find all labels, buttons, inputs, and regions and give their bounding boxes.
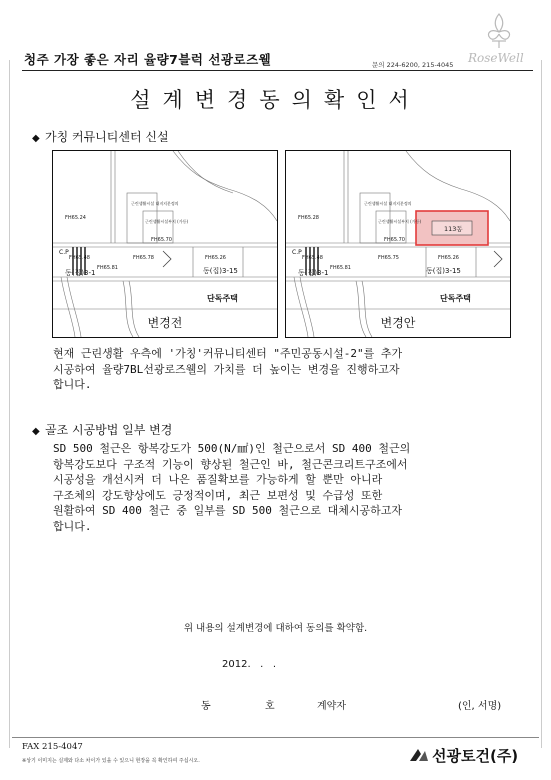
image-disclaimer: ※상기 이미지는 실제와 다소 차이가 있을 수 있으니 현장을 꼭 확인하여 주십시오. bbox=[22, 758, 200, 764]
figure-caption-before: 변경전 bbox=[147, 316, 183, 330]
contractor-label: 계약자 bbox=[317, 701, 346, 712]
site-plan-before bbox=[52, 150, 278, 338]
fh-label-3: FH65.81 bbox=[97, 265, 118, 271]
header-phone: 문의 224-6200, 215-4045 bbox=[372, 61, 454, 69]
fax-number: FAX 215-4047 bbox=[22, 742, 83, 752]
company-name: 선광토건(주) bbox=[432, 747, 519, 765]
fh-label-3: FH65.81 bbox=[330, 265, 351, 271]
consent-statement: 위 내용의 설계변경에 대하여 동의를 확약함. bbox=[183, 623, 368, 634]
fh-label-1: FH65.28 bbox=[298, 215, 319, 221]
building-113-label: 113동 bbox=[444, 225, 463, 233]
road-label-1: 동(집)3-1 bbox=[65, 269, 96, 277]
body-line: 합니다. bbox=[53, 519, 92, 533]
signature-field[interactable]: (인, 서명) bbox=[458, 701, 502, 712]
cp-label: C.P bbox=[292, 249, 302, 256]
footer-divider bbox=[12, 737, 539, 738]
diamond-bullet-icon: ◆ bbox=[32, 426, 40, 437]
logo-wordmark: RoseWell bbox=[468, 51, 524, 65]
left-border-line bbox=[9, 60, 10, 748]
building-label-2: 근린생활시설부지 (가등) bbox=[378, 219, 422, 224]
dong-label: 동 bbox=[201, 701, 211, 712]
header-tagline: 청주 가장 좋은 자리 율량7블럭 선광로즈웰 bbox=[24, 52, 272, 67]
date-field[interactable]: 2012. . . bbox=[222, 659, 277, 670]
section-2-heading bbox=[32, 421, 172, 438]
rosewell-emblem-icon bbox=[456, 8, 542, 70]
body-line: 현재 근린생활 우측에 '가칭'커뮤니티센터 "주민공동시설-2"를 추가 bbox=[53, 347, 403, 360]
section-1-heading-text: 가칭 커뮤니티센터 신설 bbox=[45, 130, 169, 144]
building-label-2: 근린생활시설부지 (가등) bbox=[145, 219, 189, 224]
house-label: 단독주택 bbox=[440, 294, 471, 303]
rosewell-logo bbox=[456, 8, 542, 70]
fh-label-5: FH65.26 bbox=[438, 255, 459, 261]
road-label-2: 동(집)3-15 bbox=[426, 267, 461, 275]
fh-label-5: FH65.26 bbox=[205, 255, 226, 261]
site-plan-before-drawing bbox=[53, 151, 277, 337]
cp-label: C.P bbox=[59, 249, 69, 256]
section-1-heading bbox=[32, 128, 169, 145]
fh-label-1: FH65.24 bbox=[65, 215, 86, 221]
fh-label-4: FH65.75 bbox=[378, 255, 399, 261]
body-line: 합니다. bbox=[53, 378, 92, 392]
body-line: 항복강도보다 구조적 기능이 향상된 철근인 바, 철근콘크리트구조에서 bbox=[53, 457, 408, 471]
road-label-1: 동(집)3-1 bbox=[298, 269, 329, 277]
fh-label-6: FH65.70 bbox=[384, 237, 405, 243]
section-2-body bbox=[53, 441, 514, 535]
figure-caption-after: 변경안 bbox=[380, 316, 416, 330]
house-label: 단독주택 bbox=[207, 294, 238, 303]
ho-label: 호 bbox=[265, 701, 275, 712]
diamond-bullet-icon: ◆ bbox=[32, 133, 40, 144]
body-line: 시공성을 개선시켜 더 나은 품질확보를 가능하게 할 뿐만 아니라 bbox=[53, 473, 383, 487]
site-plan-after bbox=[285, 150, 511, 338]
body-line: SD 500 철근은 항복강도가 500(N/㎟)인 철근으로서 SD 400 철근의 bbox=[53, 442, 411, 455]
body-line: 시공하여 율량7BL선광로즈웰의 가치를 더 높이는 변경을 진행하고자 bbox=[53, 362, 400, 376]
right-border-line bbox=[541, 60, 542, 748]
road-label-2: 동(집)3-15 bbox=[203, 267, 238, 275]
building-label-1: 근린생활시설 대지지분정의 bbox=[364, 201, 412, 206]
building-label-1: 근린생활시설 대지지분정의 bbox=[131, 201, 179, 206]
fh-label-2: FH65.48 bbox=[69, 255, 90, 261]
body-line: 원활하여 SD 400 철근 중 일부를 SD 500 철근으로 대체시공하고자 bbox=[53, 504, 402, 518]
section-2-heading-text: 골조 시공방법 일부 변경 bbox=[45, 423, 173, 437]
document-title: 설계변경동의확인서 bbox=[130, 88, 421, 112]
fh-label-6: FH65.70 bbox=[151, 237, 172, 243]
company-logo-icon bbox=[408, 745, 430, 765]
site-plan-after-drawing bbox=[286, 151, 510, 337]
fh-label-4: FH65.78 bbox=[133, 255, 154, 261]
body-line: 구조체의 강도향상에도 긍정적이며, 최근 보편성 및 수급성 또한 bbox=[53, 488, 383, 502]
header-divider bbox=[22, 70, 533, 71]
fh-label-2: FH65.48 bbox=[302, 255, 323, 261]
section-1-body bbox=[53, 346, 514, 393]
